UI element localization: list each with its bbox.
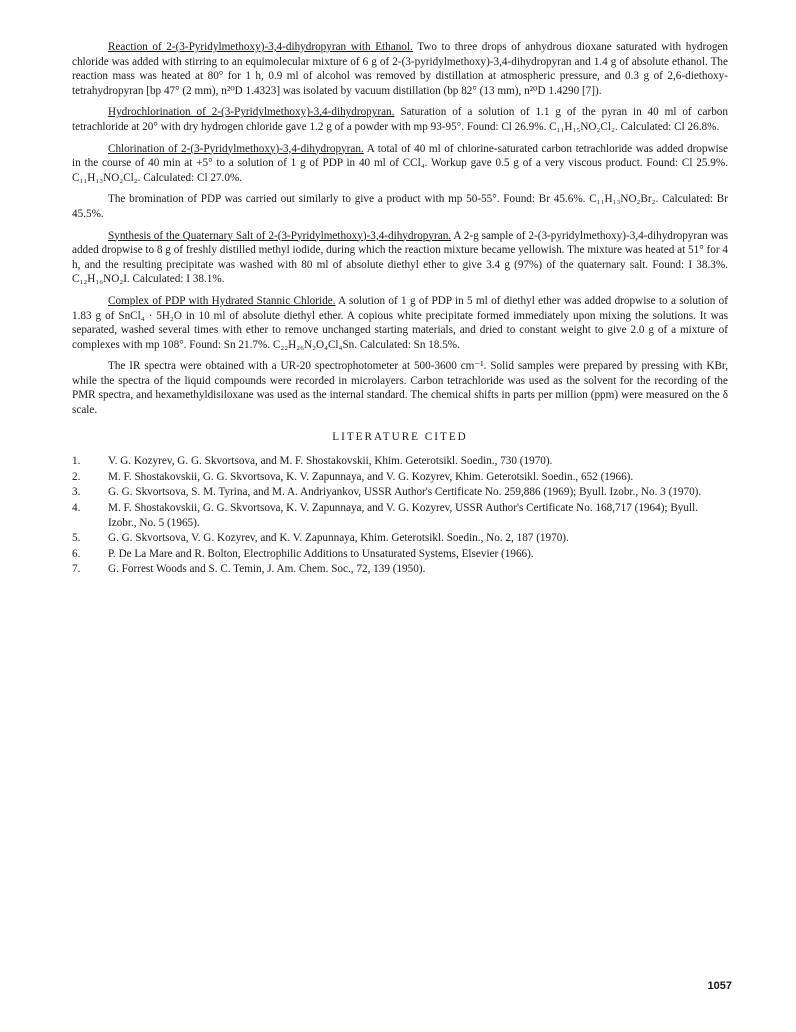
- paragraph-text: Two to three drops of anhydrous dioxane saturated with hydrogen chloride was added with stirring to an equimolecular mixture of 6 g of 2-(3-pyridylmethoxy)-3,4-dihydropyran and 1.4 g of absolute ethanol. The reaction mass was heated at 80° for 1 h, 0.9 ml of alcohol was removed by distillation at atmospheric pressure, and 0.3 g of 2,6-diethoxy-tetrahydropyran [bp 47° (2 mm), n²⁰D 1.4323] was isolated by vacuum distillation (bp 82° (13 mm), n²⁰D 1.4290 [7]).: [72, 41, 728, 97]
- reference-text: M. F. Shostakovskii, G. G. Skvortsova, K. V. Zapunnaya, and V. G. Kozyrev, Khim. Geterotsikl. Soedin., 652 (1966).: [108, 470, 634, 483]
- reference-number: 2.: [72, 470, 81, 483]
- paragraph-hydrochlorination: [72, 105, 728, 134]
- section-heading: Reaction of 2-(3-Pyridylmethoxy)-3,4-dihydropyran with Ethanol.: [108, 41, 413, 53]
- section-heading: Hydrochlorination of 2-(3-Pyridylmethoxy)-3,4-dihydropyran.: [108, 106, 395, 119]
- paragraph-text: Saturation of a solution of 1.1 g of the pyran in 40 ml of carbon tetrachloride at 20° with dry hydrogen chloride gave 1.2 g of a powder with mp 93-95°. Found: Cl 26.9%. C₁₁H₁₅NO₂Cl₂. Calculated: Cl 26.8%.: [72, 106, 728, 133]
- reference-number: 6.: [72, 547, 81, 560]
- reference-text: V. G. Kozyrev, G. G. Skvortsova, and M. F. Shostakovskii, Khim. Geterotsikl. Soedin., 730 (1970).: [108, 455, 553, 468]
- reference-text: G. G. Skvortsova, V. G. Kozyrev, and K. V. Zapunnaya, Khim. Geterotsikl. Soedin., No. 2, 187 (1970).: [108, 532, 569, 545]
- paragraph-stannic-complex: [72, 294, 728, 352]
- paragraph-text: A total of 40 ml of chlorine-saturated carbon tetrachloride was added dropwise in the course of 40 min at +5° to a solution of 1 g of PDP in 40 ml of CCl₄. Workup gave 0.5 g of a very viscous product. Found: Cl 25.9%. C₁₁H₁₃NO₂Cl₂. Calculated: Cl 27.0%.: [72, 142, 728, 184]
- paragraph-text: A solution of 1 g of PDP in 5 ml of diethyl ether was added dropwise to a solution of 1.83 g of SnCl₄ · 5H₂O in 10 ml of absolute diethyl ether. A copious white precipitate formed immediately upon mixing the solutions. It was separated, washed several times with ether to remove unchanged starting materials, and dried to constant weight to give 2.0 g of a mixture of complexes with mp 108°. Found: Sn 21.7%. C₂₂H₂₆N₂O₄Cl₄Sn. Calculated: Sn 18.5%.: [72, 294, 728, 351]
- reference-number: 1.: [72, 455, 81, 468]
- literature-cited-title: LITERATURE CITED: [332, 430, 468, 443]
- reference-item: [72, 547, 728, 562]
- reference-item: [72, 562, 728, 577]
- section-heading: Synthesis of the Quaternary Salt of 2-(3-Pyridylmethoxy)-3,4-dihydropyran.: [108, 229, 452, 242]
- reference-text: M. F. Shostakovskii, G. G. Skvortsova, K. V. Zapunnaya, and V. G. Kozyrev, USSR Author's Certificate No. 168,717 (1964); Byull. Izobr., No. 5 (1965).: [108, 502, 698, 529]
- reference-text: G. G. Skvortsova, S. M. Tyrina, and M. A. Andriyankov, USSR Author's Certificate No. 259,886 (1969); Byull. Izobr., No. 3 (1970).: [108, 486, 702, 499]
- reference-number: 5.: [72, 532, 81, 545]
- paragraph-ethanol-reaction: [72, 40, 728, 98]
- reference-item: [72, 470, 728, 485]
- paragraph-bromination: [72, 192, 728, 221]
- paragraph-quaternary-salt: [72, 229, 728, 287]
- reference-text: P. De La Mare and R. Bolton, Electrophilic Additions to Unsaturated Systems, Elsevier (1966).: [108, 547, 534, 560]
- section-heading: Complex of PDP with Hydrated Stannic Chloride.: [108, 294, 336, 307]
- reference-number: 4.: [72, 502, 81, 515]
- reference-list: [72, 454, 728, 577]
- reference-number: 7.: [72, 563, 81, 576]
- paragraph-text: A 2-g sample of 2-(3-pyridylmethoxy)-3,4-dihydropyran was added dropwise to 8 g of freshly distilled methyl iodide, during which the reaction mixture became yellowish. The mixture was heated at 51° for 4 h, and the resulting precipitate was washed with 80 ml of absolute diethyl ether to give 3.4 g (97%) of the quaternary salt. Found: I 38.3%. C₁₂H₁₆NO₂I. Calculated: I 38.1%.: [72, 229, 728, 286]
- page-number: 1057: [707, 980, 732, 992]
- section-heading: Chlorination of 2-(3-Pyridylmethoxy)-3,4-dihydropyran.: [108, 142, 364, 155]
- reference-item: [72, 501, 728, 530]
- reference-text: G. Forrest Woods and S. C. Temin, J. Am. Chem. Soc., 72, 139 (1950).: [108, 563, 426, 576]
- paragraph-text: The IR spectra were obtained with a UR-20 spectrophotometer at 500-3600 cm⁻¹. Solid samples were prepared by pressing with KBr, while the spectra of the liquid compounds were recorded in microlayers. Carbon tetrachloride was used as the solvent for the recording of the PMR spectra, and hexamethyldisiloxane was used as the internal standard. The chemical shifts in parts per million (ppm) were measured on the δ scale.: [72, 360, 728, 417]
- reference-item: [72, 485, 728, 500]
- reference-number: 3.: [72, 486, 81, 499]
- page-body: [72, 40, 728, 578]
- reference-item: [72, 454, 728, 469]
- paragraph-text: The bromination of PDP was carried out similarly to give a product with mp 50-55°. Found: Br 45.6%. C₁₁H₁₃NO₂Br₂. Calculated: Br 45.5%.: [72, 193, 728, 220]
- paragraph-chlorination: [72, 142, 728, 186]
- paragraph-spectra: [72, 359, 728, 417]
- reference-item: [72, 531, 728, 546]
